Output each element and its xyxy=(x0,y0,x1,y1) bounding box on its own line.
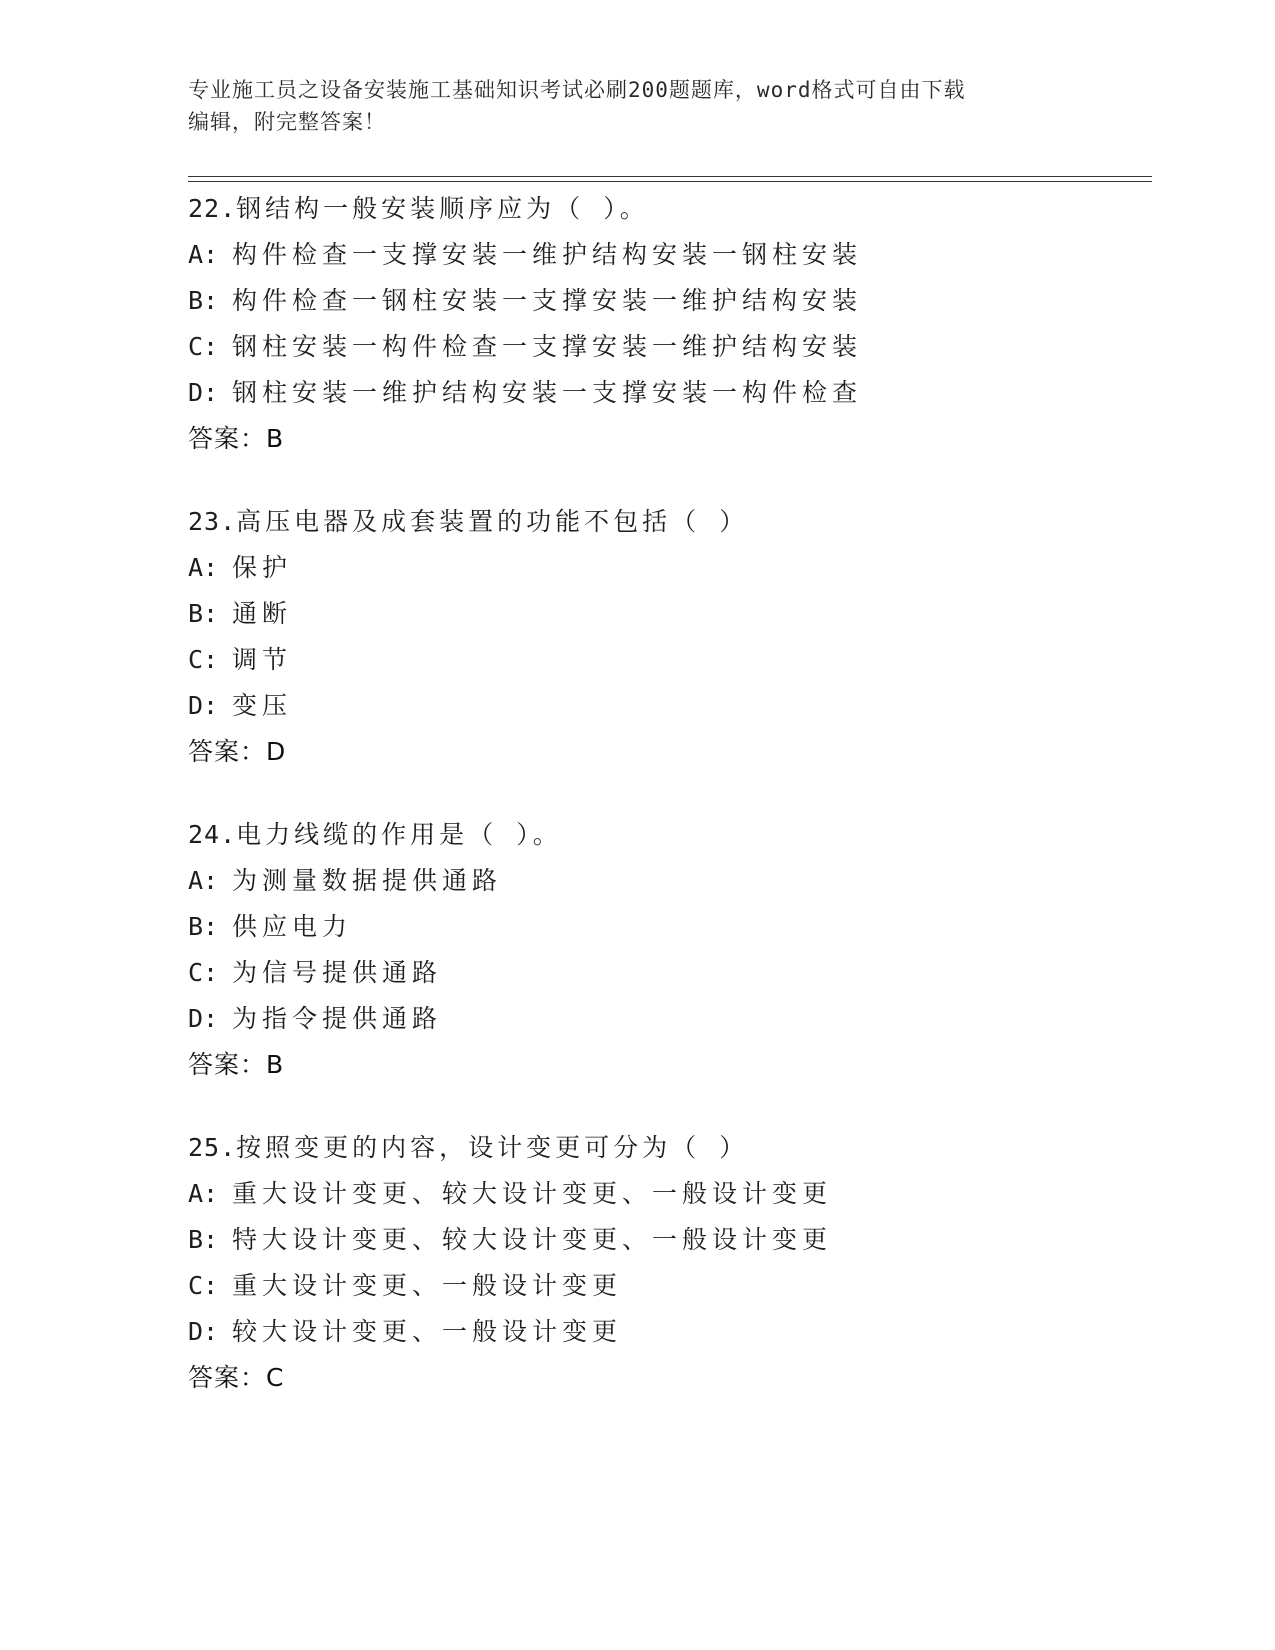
answer-line xyxy=(188,1042,1088,1088)
answer-value: B xyxy=(266,424,285,453)
option-c xyxy=(188,324,1088,370)
option-a xyxy=(188,545,1088,591)
option-letter: B: xyxy=(188,912,219,941)
question-number: 22. xyxy=(188,194,237,223)
header-divider-bottom xyxy=(188,181,1152,182)
header-line-1: 专业施工员之设备安装施工基础知识考试必刷200题题库，word格式可自由下载 xyxy=(188,78,966,102)
option-text: 变压 xyxy=(232,691,293,720)
option-text: 保护 xyxy=(232,553,293,582)
option-text: 重大设计变更、一般设计变更 xyxy=(232,1271,623,1300)
answer-line xyxy=(188,1355,1088,1401)
option-a xyxy=(188,858,1088,904)
option-text: 特大设计变更、较大设计变更、一般设计变更 xyxy=(232,1225,833,1254)
option-letter: C: xyxy=(188,332,219,361)
answer-label: 答案： xyxy=(188,1363,267,1392)
option-b xyxy=(188,591,1088,637)
question-text: 按照变更的内容，设计变更可分为（ ） xyxy=(236,1133,749,1162)
question-number: 24. xyxy=(188,820,237,849)
option-c xyxy=(188,950,1088,996)
answer-value: D xyxy=(266,737,287,766)
question-25 xyxy=(188,1125,1088,1401)
option-letter: A: xyxy=(188,240,219,269)
option-letter: C: xyxy=(188,645,219,674)
question-number: 23. xyxy=(188,507,237,536)
answer-line xyxy=(188,729,1088,775)
question-text: 高压电器及成套装置的功能不包括（ ） xyxy=(236,507,749,536)
question-text: 电力线缆的作用是（ ）。 xyxy=(236,820,562,849)
answer-line xyxy=(188,416,1088,462)
option-letter: A: xyxy=(188,866,219,895)
option-b xyxy=(188,278,1088,324)
question-text: 钢结构一般安装顺序应为（ ）。 xyxy=(236,194,649,223)
answer-label: 答案： xyxy=(188,737,267,766)
option-text: 构件检查一支撑安装一维护结构安装一钢柱安装 xyxy=(232,240,863,269)
option-text: 构件检查一钢柱安装一支撑安装一维护结构安装 xyxy=(232,286,863,315)
option-d xyxy=(188,683,1088,729)
question-stem xyxy=(188,1125,1088,1171)
option-d xyxy=(188,370,1088,416)
option-letter: C: xyxy=(188,958,219,987)
answer-label: 答案： xyxy=(188,424,267,453)
option-d xyxy=(188,1309,1088,1355)
option-c xyxy=(188,1263,1088,1309)
option-text: 为指令提供通路 xyxy=(232,1004,443,1033)
question-stem xyxy=(188,186,1088,232)
option-text: 为信号提供通路 xyxy=(232,958,443,987)
question-22 xyxy=(188,186,1088,462)
question-24 xyxy=(188,812,1088,1088)
option-letter: D: xyxy=(188,378,219,407)
option-text: 钢柱安装一维护结构安装一支撑安装一构件检查 xyxy=(232,378,863,407)
option-letter: D: xyxy=(188,691,219,720)
header-line-2: 编辑，附完整答案！ xyxy=(188,110,386,134)
answer-value: C xyxy=(266,1363,285,1392)
option-letter: A: xyxy=(188,553,219,582)
option-letter: B: xyxy=(188,1225,219,1254)
option-a xyxy=(188,232,1088,278)
option-text: 供应电力 xyxy=(232,912,353,941)
option-text: 为测量数据提供通路 xyxy=(232,866,503,895)
option-d xyxy=(188,996,1088,1042)
option-letter: C: xyxy=(188,1271,219,1300)
option-b xyxy=(188,904,1088,950)
option-letter: D: xyxy=(188,1317,219,1346)
option-text: 较大设计变更、一般设计变更 xyxy=(232,1317,623,1346)
answer-label: 答案： xyxy=(188,1050,267,1079)
question-stem xyxy=(188,499,1088,545)
header-divider-top xyxy=(188,176,1152,177)
option-letter: A: xyxy=(188,1179,219,1208)
option-text: 钢柱安装一构件检查一支撑安装一维护结构安装 xyxy=(232,332,863,361)
option-letter: D: xyxy=(188,1004,219,1033)
question-stem xyxy=(188,812,1088,858)
question-number: 25. xyxy=(188,1133,237,1162)
option-b xyxy=(188,1217,1088,1263)
option-c xyxy=(188,637,1088,683)
option-letter: B: xyxy=(188,286,219,315)
option-letter: B: xyxy=(188,599,219,628)
option-text: 重大设计变更、较大设计变更、一般设计变更 xyxy=(232,1179,833,1208)
option-a xyxy=(188,1171,1088,1217)
document-header xyxy=(188,74,1088,138)
question-23 xyxy=(188,499,1088,775)
answer-value: B xyxy=(266,1050,285,1079)
option-text: 调节 xyxy=(232,645,293,674)
option-text: 通断 xyxy=(232,599,293,628)
